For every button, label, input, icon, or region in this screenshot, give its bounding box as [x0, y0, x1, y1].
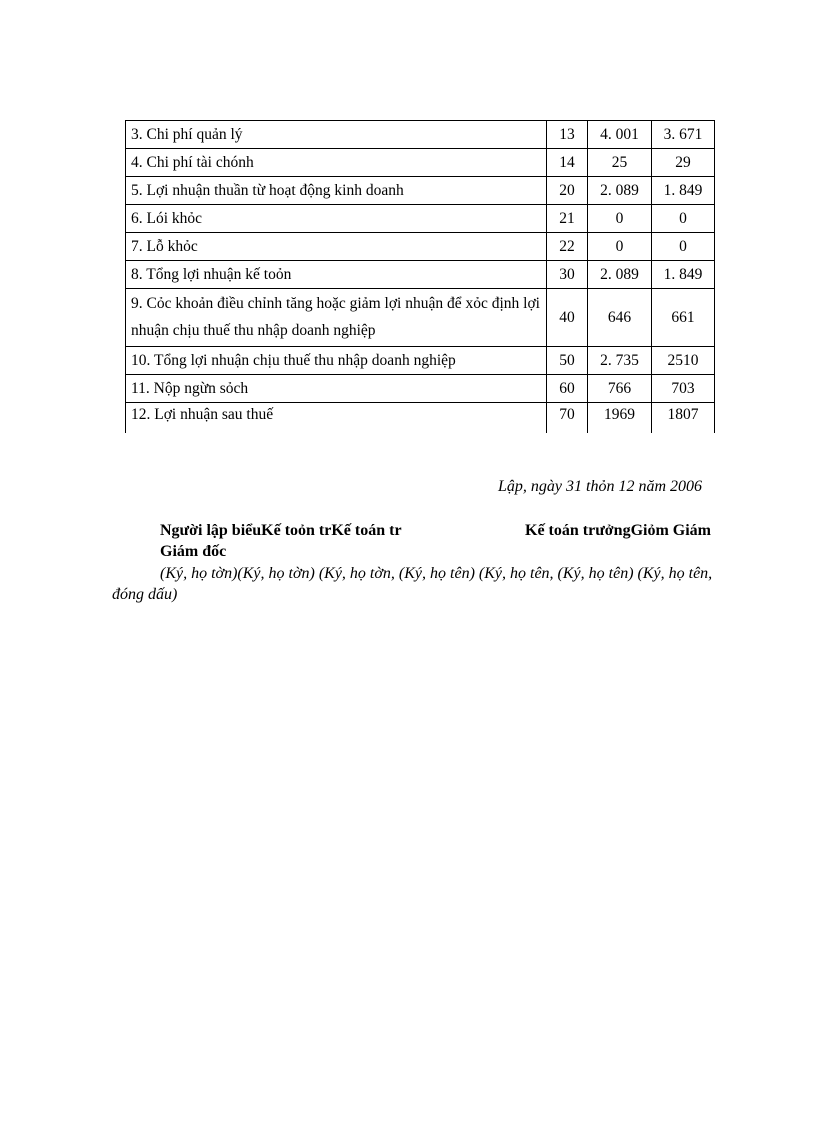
row-previous: 0	[652, 205, 715, 233]
table-row	[126, 289, 715, 347]
row-label: 5. Lợi nhuận thuần từ hoạt động kinh doanh	[126, 177, 547, 205]
row-previous: 1. 849	[652, 261, 715, 289]
row-label: 10. Tổng lợi nhuận chịu thuế thu nhập doanh nghiệp	[126, 347, 547, 375]
row-current: 2. 735	[588, 347, 652, 375]
row-current: 2. 089	[588, 261, 652, 289]
row-previous: 0	[652, 233, 715, 261]
row-code: 20	[547, 177, 588, 205]
signature-titles-second-line: Giám đốc	[160, 543, 227, 560]
row-previous: 703	[652, 375, 715, 403]
row-code: 21	[547, 205, 588, 233]
row-previous: 3. 671	[652, 121, 715, 149]
signature-titles	[160, 520, 735, 562]
row-code: 13	[547, 121, 588, 149]
row-current: 0	[588, 205, 652, 233]
row-previous: 1. 849	[652, 177, 715, 205]
row-label: 3. Chi phí quản lý	[126, 121, 547, 149]
row-current: 4. 001	[588, 121, 652, 149]
row-code: 60	[547, 375, 588, 403]
table-row	[126, 261, 715, 289]
row-code: 70	[547, 403, 588, 434]
row-current: 646	[588, 289, 652, 347]
table-row	[126, 375, 715, 403]
row-label: 8. Tổng lợi nhuận kế toỏn	[126, 261, 547, 289]
table-row	[126, 177, 715, 205]
row-label: 6. Lói khỏc	[126, 205, 547, 233]
row-previous: 661	[652, 289, 715, 347]
row-previous: 1807	[652, 403, 715, 434]
row-code: 50	[547, 347, 588, 375]
table-row	[126, 233, 715, 261]
row-code: 14	[547, 149, 588, 177]
row-current: 766	[588, 375, 652, 403]
table-row	[126, 121, 715, 149]
row-code: 22	[547, 233, 588, 261]
table-row	[126, 205, 715, 233]
date-line: Lập, ngày 31 thỏn 12 năm 2006	[498, 478, 702, 495]
row-previous: 29	[652, 149, 715, 177]
report-table	[125, 120, 715, 433]
row-current: 25	[588, 149, 652, 177]
row-current: 2. 089	[588, 177, 652, 205]
row-label: 4. Chi phí tài chónh	[126, 149, 547, 177]
table-row	[126, 347, 715, 375]
row-current: 1969	[588, 403, 652, 434]
row-current: 0	[588, 233, 652, 261]
row-previous: 2510	[652, 347, 715, 375]
row-label: 11. Nộp ngừn sỏch	[126, 375, 547, 403]
row-label: 7. Lỗ khỏc	[126, 233, 547, 261]
row-code: 30	[547, 261, 588, 289]
row-label: 9. Cỏc khoản điều chỉnh tăng hoặc giảm lợi nhuận để xỏc định lợi nhuận chịu thuế thu nhập doanh nghiệp	[126, 289, 547, 347]
signature-titles-left: Người lập biểuKế toỏn trKế toán tr	[160, 522, 402, 539]
row-label: 12. Lợi nhuận sau thuế	[126, 403, 547, 434]
table-row	[126, 403, 715, 434]
table-row	[126, 149, 715, 177]
signature-notes: (Ký, họ tờn)(Ký, họ tờn) (Ký, họ tờn, (Ký, họ tên) (Ký, họ tên, (Ký, họ tên) (Ký, họ tên, đóng dấu)	[112, 565, 713, 603]
row-code: 40	[547, 289, 588, 347]
signature-titles-right: Kế toán trưởngGiỏm Giám	[525, 522, 711, 539]
